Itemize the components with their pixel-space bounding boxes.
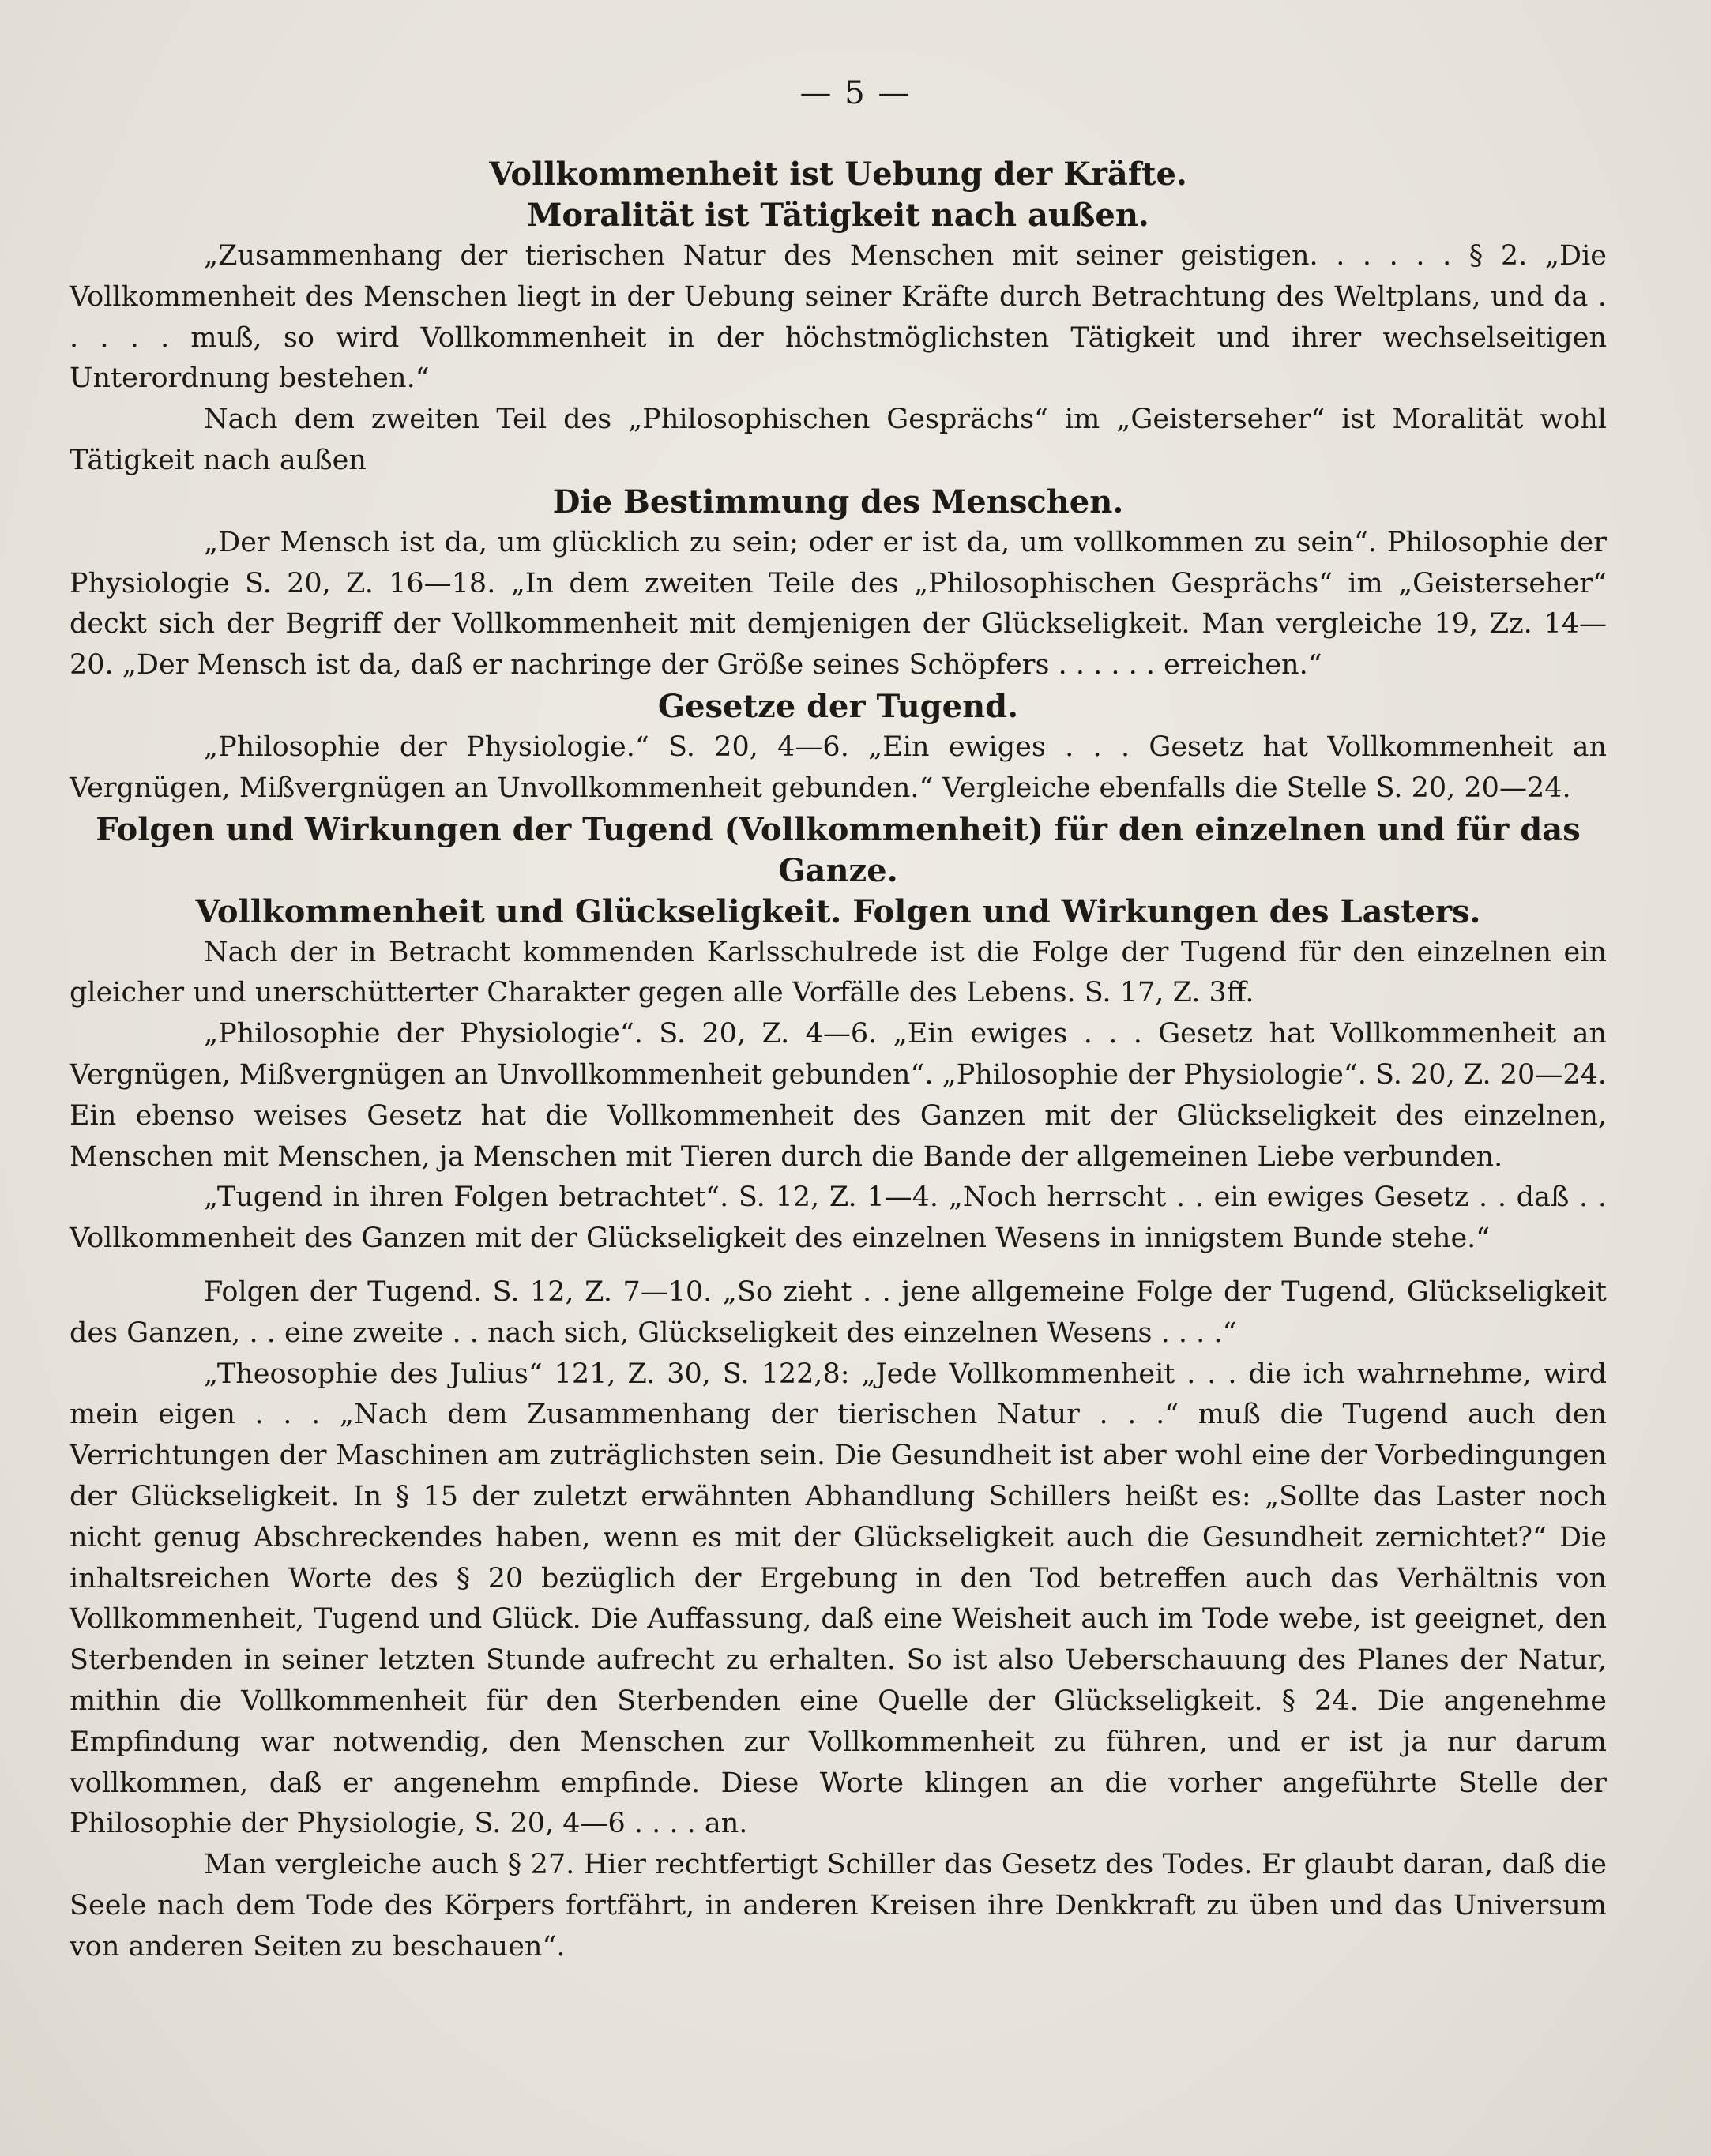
paragraph: „Tugend in ihren Folgen betrachtet“. S. 12, Z. 1—4. „Noch herrscht . . ein ewiges Gesetz . . daß . . Vollkommenheit des Ganzen mit der Glückseligkeit des einzelnen Wesens in innigstem Bunde stehe.“ (70, 1181, 1607, 1255)
page-number: — 5 — (799, 75, 912, 111)
heading-line: Vollkommenheit und Glückseligkeit. Folgen und Wirkungen des Lasters. (195, 892, 1481, 930)
paragraph: Folgen der Tugend. S. 12, Z. 7—10. „So zieht . . jene allgemeine Folge der Tugend, Glückseligkeit des Ganzen, . . eine zweite . . nach sich, Glückseligkeit des einzelnen Wesens . . . .“ (70, 1275, 1607, 1349)
heading-gesetze (70, 686, 1607, 727)
paragraph: „Der Mensch ist da, um glücklich zu sein; oder er ist da, um vollkommen zu sein“. Philosophie der Physiologie S. 20, Z. 16—18. „In dem zweiten Teile des „Philosophischen Gesprächs“ im „Geisterseher“ deckt sich der Begriff der Vollkommenheit mit demjenigen der Glückseligkeit. Man vergleiche 19, Zz. 14—20. „Der Mensch ist da, daß er nachringe der Größe seines Schöpfers . . . . . . erreichen.“ (70, 526, 1607, 682)
text-body (70, 154, 1607, 1967)
paragraph: „Philosophie der Physiologie.“ S. 20, 4—6. „Ein ewiges . . . Gesetz hat Vollkommenheit an Vergnügen, Mißvergnügen an Unvollkommenheit gebunden.“ Vergleiche ebenfalls die Stelle S. 20, 20—24. (70, 731, 1607, 804)
paragraph: Man vergleiche auch § 27. Hier rechtfertigt Schiller das Gesetz des Todes. Er glaubt daran, daß die Seele nach dem Tode des Körpers fortfährt, in anderen Kreisen ihre Denkkraft zu üben und das Universum von anderen Seiten zu beschauen“. (70, 1849, 1607, 1963)
paragraph: Nach dem zweiten Teil des „Philosophischen Gesprächs“ im „Geisterseher“ ist Moralität wohl Tätigkeit nach außen (70, 404, 1607, 476)
heading-line: Gesetze der Tugend. (657, 687, 1019, 725)
paragraph: „Theosophie des Julius“ 121, Z. 30, S. 122,8: „Jede Vollkommenheit . . . die ich wahrnehme, wird mein eigen . . . „Nach dem Zusammenhang der tierischen Natur . . .“ muß die Tugend auch den Verrichtungen der Maschinen am zuträglichsten sein. Die Gesundheit ist aber wohl eine der Vorbedingungen der Glückseligkeit. In § 15 der zuletzt erwähnten Abhandlung Schillers heißt es: „Sollte das Laster noch nicht genug Abschreckendes haben, wenn es mit der Glückseligkeit auch die Gesundheit zernichtet?“ Die inhaltsreichen Worte des § 20 bezüglich der Ergebung in den Tod betreffen auch das Verhältnis von Vollkommenheit, Tugend und Glück. Die Auffassung, daß eine Weisheit auch im Tode webe, ist geeignet, den Sterbenden in seiner letzten Stunde aufrecht zu erhalten. So ist also Ueberschauung des Planes der Natur, mithin die Vollkommenheit für den Sterbenden eine Quelle der Glückseligkeit. § 24. Die angenehme Empfindung war notwendig, den Menschen zur Vollkommenheit zu führen, und er ist ja nur darum vollkommen, daß er angenehm empfinde. Diese Worte klingen an die vorher angeführte Stelle der Philosophie der Physiologie, S. 20, 4—6 . . . . an. (70, 1358, 1607, 1840)
heading-folgen (70, 809, 1607, 933)
paragraph: „Zusammenhang der tierischen Natur des Menschen mit seiner geistigen. . . . . . § 2. „Die Vollkommenheit des Menschen liegt in der Uebung seiner Kräfte durch Betrachtung des Weltplans, und da . . . . . muß, so wird Vollkommenheit in der höchstmöglichsten Tätigkeit und ihrer wechselseitigen Unterordnung bestehen.“ (70, 240, 1607, 395)
heading-bestimmung (70, 482, 1607, 523)
heading-line: Folgen und Wirkungen der Tugend (Vollkommenheit) für den einzelnen und für das Ganze. (96, 810, 1581, 889)
heading-line: Moralität ist Tätigkeit nach außen. (527, 197, 1149, 234)
heading-vollkommenheit (70, 154, 1607, 236)
spacer (70, 1260, 1607, 1272)
heading-line: Vollkommenheit ist Uebung der Kräfte. (489, 156, 1187, 193)
heading-line: Die Bestimmung des Menschen. (552, 483, 1124, 520)
paragraph: „Philosophie der Physiologie“. S. 20, Z. 4—6. „Ein ewiges . . . Gesetz hat Vollkommenheit an Vergnügen, Mißvergnügen an Unvollkommenheit gebunden“. „Philosophie der Physiologie“. S. 20, Z. 20—24. Ein ebenso weises Gesetz hat die Vollkommenheit des Ganzen mit der Glückseligkeit des einzelnen, Menschen mit Menschen, ja Menschen mit Tieren durch die Bande der allgemeinen Liebe verbunden. (70, 1018, 1607, 1173)
paragraph: Nach der in Betracht kommenden Karlsschulrede ist die Folge der Tugend für den einzelnen ein gleicher und unerschütterter Charakter gegen alle Vorfälle des Lebens. S. 17, Z. 3ff. (70, 936, 1607, 1009)
